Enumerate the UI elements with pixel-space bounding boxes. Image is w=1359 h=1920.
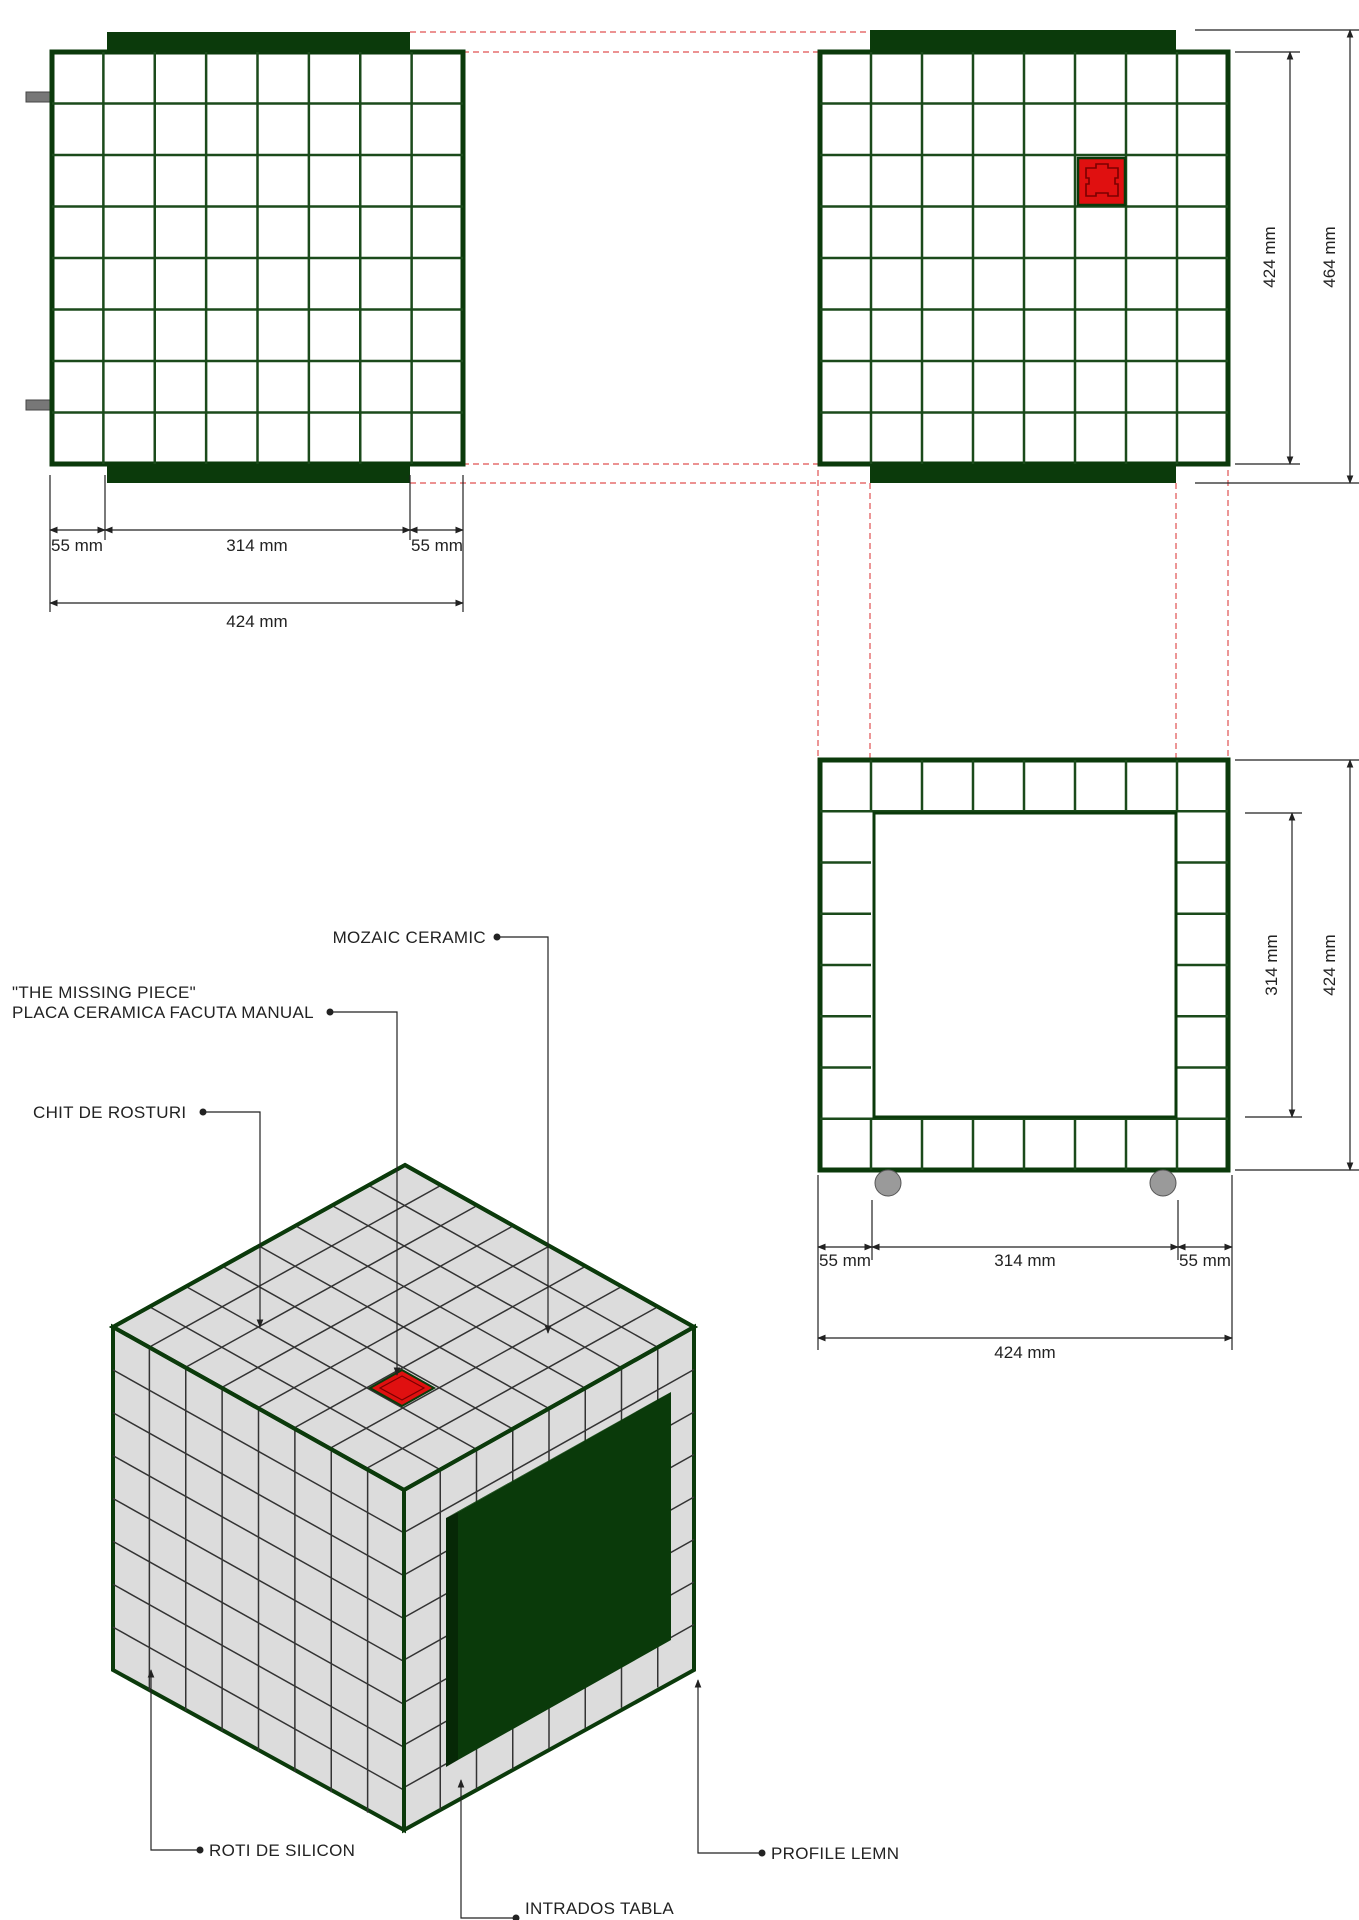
label-missing-piece-subtitle: PLACA CERAMICA FACUTA MANUAL: [12, 1003, 314, 1022]
front-view: [26, 32, 463, 483]
front-dim-right: 55 mm: [411, 536, 463, 555]
side-opening: [874, 813, 1176, 1117]
label-intrados-tabla: INTRADOS TABLA: [525, 1899, 675, 1918]
side-view: [820, 760, 1228, 1196]
side-dim-total: 424 mm: [994, 1343, 1056, 1362]
missing-piece-tile: [1078, 158, 1125, 205]
wheel-right: [1150, 1170, 1176, 1196]
bottom-wood-profile: [107, 464, 410, 483]
wheel-left: [875, 1170, 901, 1196]
top-wood-profile: [107, 32, 410, 52]
label-mozaic-ceramic: MOZAIC CERAMIC: [332, 928, 486, 947]
handle-top: [26, 92, 51, 102]
front-dim-total: 424 mm: [226, 612, 288, 631]
top-dim-inner: 424 mm: [1260, 226, 1279, 288]
bottom-wood-profile: [870, 464, 1176, 483]
front-dim-left: 55 mm: [51, 536, 103, 555]
label-missing-piece-title: "THE MISSING PIECE": [12, 983, 197, 1002]
side-dim-right: 55 mm: [1179, 1251, 1231, 1270]
top-wood-profile: [870, 30, 1176, 52]
top-view: [820, 30, 1228, 483]
label-chit-rosturi: CHIT DE ROSTURI: [33, 1103, 187, 1122]
top-dim-total: 464 mm: [1320, 226, 1339, 288]
handle-bottom: [26, 400, 51, 410]
label-profile-lemn: PROFILE LEMN: [771, 1844, 900, 1863]
label-roti-silicon: ROTI DE SILICON: [209, 1841, 356, 1860]
isometric-cube: [113, 1165, 694, 1830]
side-dim-opening: 314 mm: [1262, 934, 1281, 996]
front-dim-center: 314 mm: [226, 536, 288, 555]
side-dim-total-height: 424 mm: [1320, 934, 1339, 996]
side-dim-left: 55 mm: [819, 1251, 871, 1270]
side-dim-center: 314 mm: [994, 1251, 1056, 1270]
